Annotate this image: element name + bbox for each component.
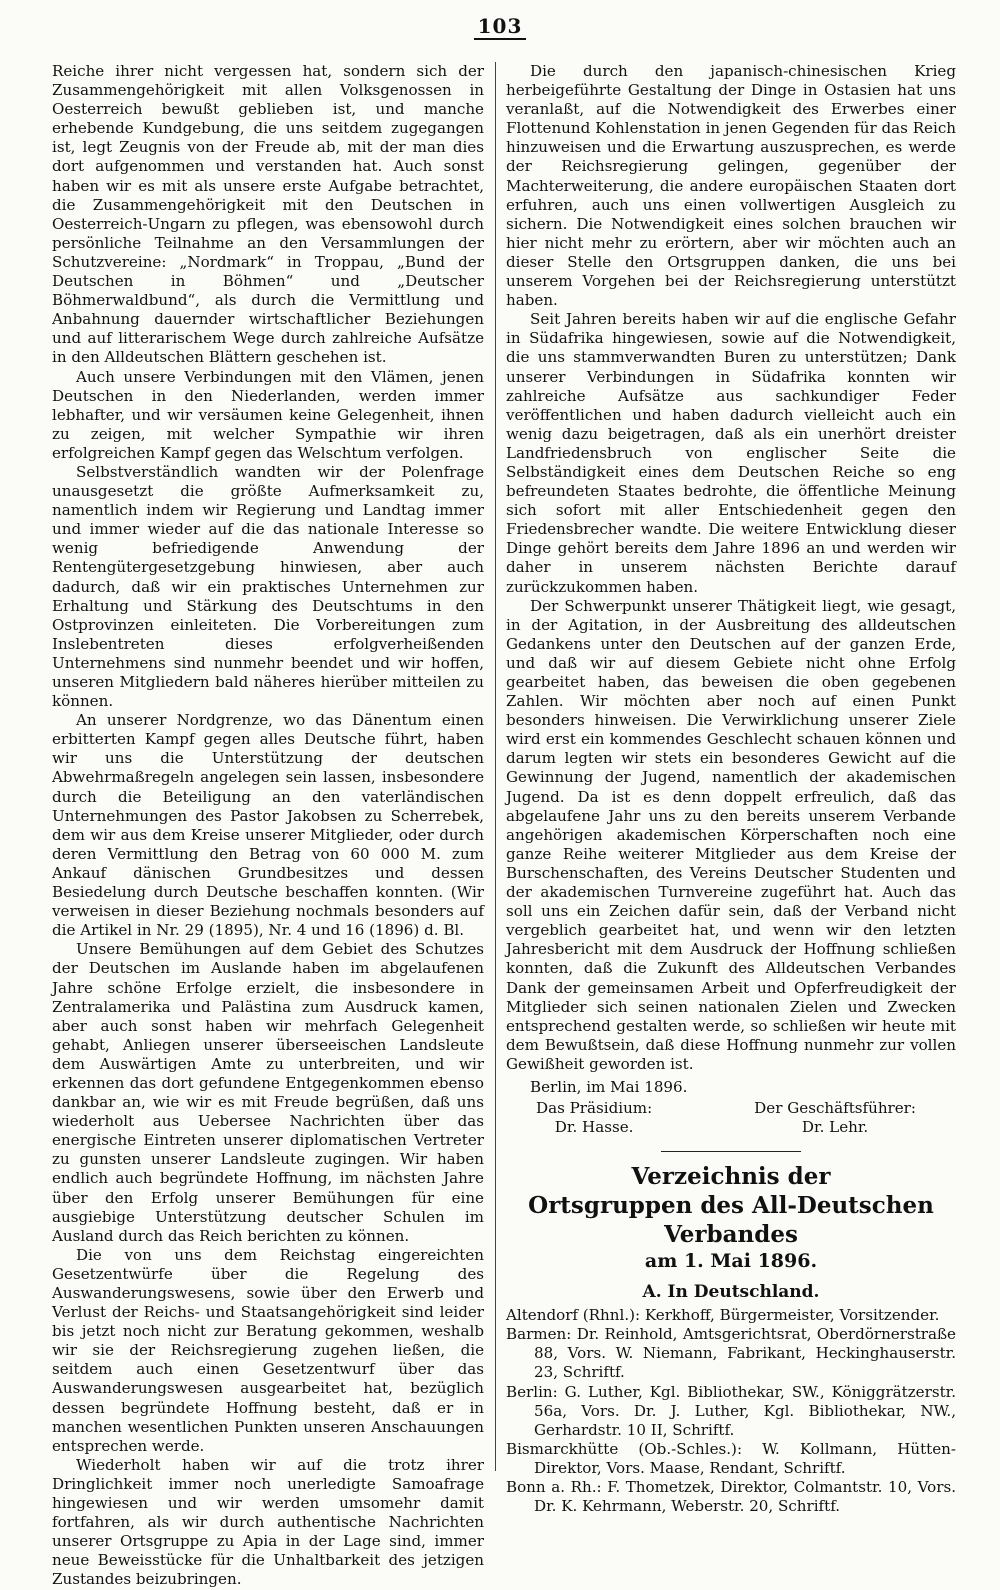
paragraph: Selbstverständlich wandten wir der Polenfrage unausgesetzt die größte Aufmerksamkeit zu, namentlich indem wir Regierung und Landtag immer und immer wieder auf die das nationale Interesse so wenig befriedigende Anwendung der Rentengütergesetzgebung hinwiesen, aber auch dadurch, daß wir ein praktisches Unternehmen zur Erhaltung und Stärkung des Deutschtums in den Ostprovinzen einleiteten. Die Vorbereitungen zum Inslebentreten dieses erfolgverheißenden Unternehmens sind nunmehr beendet und wir hoffen, unseren Mitgliedern bald näheres hierüber mitteilen zu können. [52, 462, 484, 711]
signatures [506, 1099, 956, 1137]
paragraph: Wiederholt haben wir auf die trotz ihrer Dringlichkeit immer noch unerledigte Samoafrage hingewiesen und wir werden umsomehr damit fortfahren, als wir durch authentische Nachrichten unserer Ortsgruppe zu Apia in der Lage sind, immer neue Beweisstücke für die Unhaltbarkeit des jetzigen Zustandes beizubringen. [52, 1455, 484, 1589]
signature-name: Dr. Lehr. [801, 1118, 869, 1137]
section-divider [661, 1151, 801, 1152]
paragraph: An unserer Nordgrenze, wo das Dänentum einen erbitterten Kampf gegen alles Deutsche führt, haben wir uns die Unterstützung der deutschen Abwehrmaßregeln angelegen sein lassen, insbesondere durch die Beteiligung an den vaterländischen Unternehmungen des Pastor Jakobsen zu Scherrebek, dem wir aus dem Kreise unserer Mitglieder, oder durch deren Vermittlung den Betrag von 60 000 M. zum Ankauf dänischen Grundbesitzes und dessen Besiedelung durch Deutsche beschaffen konnten. (Wir verweisen in dieser Beziehung nochmals besonders auf die Artikel in Nr. 29 (1895), Nr. 4 und 16 (1896) d. Bl. [52, 711, 484, 940]
right-column [506, 62, 956, 1516]
signature-label: Der Geschäftsführer: [754, 1099, 916, 1118]
paragraph: Seit Jahren bereits haben wir auf die englische Gefahr in Südafrika hingewiesen, sowie auf die Notwendigkeit, die uns stammverwandten Buren zu unterstützen; Dank unserer Verbindungen in Südafrika konnten wir zahlreiche Aufsätze aus sachkundiger Feder veröffentlichen und haben dadurch vielleicht auch ein wenig dazu beigetragen, daß als ein unerhört dreister Landfriedensbruch von englischer Seite die Selbständigkeit eines dem Deutschen Reiche so eng befreundeten Staates bedrohte, die öffentliche Meinung sich sofort mit aller Entschiedenheit gegen den Friedensbrecher wandte. Die weitere Entwicklung dieser Dinge gehört bereits dem Jahre 1896 an und werden wir daher in unserem nächsten Berichte darauf zurückzukommen haben. [506, 310, 956, 596]
list-item: Altendorf (Rhnl.): Kerkhoff, Bürgermeister, Vorsitzender. [506, 1306, 940, 1325]
page-number: 103 [0, 14, 1000, 38]
list-item: Bonn a. Rh.: F. Thometzek, Direktor, Colmantstr. 10, Vors. Dr. K. Kehrmann, Weberstr. 20, Schriftf. [506, 1478, 956, 1516]
paragraph: Reiche ihrer nicht vergessen hat, sondern sich der Zusammengehörigkeit mit allen Volksgenossen in Oesterreich bewußt geblieben ist, und manche erhebende Kundgebung, die uns seitdem zugegangen ist, legt Zeugnis von der Freude ab, mit der man dies dort aufgenommen und verstanden hat. Auch sonst haben wir es mit als unsere erste Aufgabe betrachtet, die Zusammengehörigkeit mit den Deutschen in Oesterreich-Ungarn zu pflegen, was ebensowohl durch persönliche Teilnahme an den Versammlungen der Schutzvereine: „Nordmark“ in Troppau, „Bund der Deutschen in Böhmen“ und „Deutscher Böhmerwaldbund“, als durch die Vermittlung und Anbahnung dauernder wirtschaftlicher Beziehungen und auf litterarischem Wege durch zahlreiche Aufsätze in den Alldeutschen Blättern geschehen ist. [52, 62, 484, 367]
signature-manager [754, 1099, 916, 1137]
list-subtitle: am 1. Mai 1896. [644, 1250, 818, 1273]
column-divider [495, 62, 496, 1471]
list-item: Barmen: Dr. Reinhold, Amtsgerichtsrat, Oberdörnerstraße 88, Vors. W. Niemann, Fabrikant, Heckinghauserstr. 23, Schriftf. [506, 1325, 956, 1382]
list-title: Verzeichnis der Ortsgruppen des All-Deutschen Verbandes [528, 1163, 934, 1249]
list-item: Bismarckhütte (Ob.-Schles.): W. Kollmann, Hütten-Direktor, Vors. Maase, Rendant, Schriftf. [506, 1439, 956, 1477]
paragraph: Die durch den japanisch-chinesischen Krieg herbeigeführte Gestaltung der Dinge in Ostasien hat uns veranlaßt, auf die Notwendigkeit des Erwerbes einer Flottenund Kohlenstation in jenen Gegenden für das Reich hinzuweisen und die Erwartung auszusprechen, es werde der Reichsregierung gelingen, gegenüber der Machterweiterung, die andere europäischen Staaten dort erfuhren, auch uns einen vollwertigen Ausgleich zu sichern. Die Notwendigkeit eines solchen brauchen wir hier nicht mehr zu erörtern, aber wir möchten auch an dieser Stelle den Ortsgruppen danken, die uns bei unserem Vorgehen bei der Reichsregierung unterstützt haben. [506, 62, 956, 310]
paragraph: Der Schwerpunkt unserer Thätigkeit liegt, wie gesagt, in der Agitation, in der Ausbreitung des alldeutschen Gedankens unter den Deutschen auf der ganzen Erde, und daß wir auf diesem Gebiete nicht ohne Erfolg gearbeitet haben, das beweisen die oben gegebenen Zahlen. Wir möchten aber noch auf einen Punkt besonders hinweisen. Die Verwirklichung unserer Ziele wird erst ein kommendes Geschlecht schauen können und darum legten wir stets ein besonderes Gewicht auf die Gewinnung der Jugend, namentlich der akademischen Jugend. Da ist es denn doppelt erfreulich, daß das abgelaufene Jahr uns zu den bereits unserem Verbande angehörigen akademischen Körperschaften noch eine ganze Reihe weiterer Mitglieder aus dem Kreise der Burschenschaften, des Vereins Deutscher Studenten und der akademischen Turnvereine zugeführt hat. Auch das soll uns ein Zeichen dafür sein, daß der Verband nicht vergeblich gearbeitet hat, und wenn wir den letzten Jahresbericht mit dem Ausdruck der Hoffnung schließen konnten, daß die Zukunft des Alldeutschen Verbandes Dank der gemeinsamen Arbeit und Opferfreudigkeit der Mitglieder sich seinen nationalen Zielen und Zwecken entsprechend gestalten werde, so schließen wir heute mit dem Bewußtsein, daß diese Hoffnung nunmehr zur vollen Gewißheit geworden ist. [506, 596, 956, 1073]
signature-presidium [536, 1099, 652, 1137]
paragraph: Unsere Bemühungen auf dem Gebiet des Schutzes der Deutschen im Auslande haben im abgelaufenen Jahre schöne Erfolge erzielt, die insbesondere in Zentralamerika und Palästina zum Ausdruck kamen, aber auch sonst haben wir mehrfach Gelegenheit gehabt, Anliegen unserer überseeischen Landsleute dem Auswärtigen Amte zu unterbreiten, und wir erkennen das dort gefundene Entgegenkommen ebenso dankbar an, wie wir es mit Freude begrüßen, daß uns wiederholt aus Uebersee Nachrichten über das energische Eintreten unserer diplomatischen Vertreter zu gunsten unserer Landsleute zugingen. Wir haben endlich auch begründete Hoffnung, im nächsten Jahre über den Erfolg unserer Bemühungen für eine ausgiebige Unterstützung deutscher Schulen im Ausland durch das Reich berichten zu können. [52, 940, 484, 1245]
section-heading: A. In Deutschland. [642, 1282, 820, 1303]
list-item: Berlin: G. Luther, Kgl. Bibliothekar, SW., Königgrätzerstr. 56a, Vors. Dr. J. Luther, Kgl. Bibliothekar, NW., Gerhardstr. 10 II, Schriftf. [506, 1382, 956, 1439]
paragraph: Auch unsere Verbindungen mit den Vlämen, jenen Deutschen in den Niederlanden, werden immer lebhafter, und wir versäumen keine Gelegenheit, ihnen zu zeigen, mit welcher Sympathie wir ihren erfolgreichen Kampf gegen das Welschtum verfolgen. [52, 367, 484, 462]
signature-label: Das Präsidium: [536, 1099, 653, 1118]
date-line: Berlin, im Mai 1896. [530, 1077, 688, 1096]
paragraph: Die von uns dem Reichstag eingereichten Gesetzentwürfe über die Regelung des Auswanderungswesens, sowie über den Erwerb und Verlust der Reichs- und Staatsangehörigkeit sind leider bis jetzt noch nicht zur Beratung gekommen, weshalb wir sie der Reichsregierung zugehen ließen, die seitdem auch einen Gesetzentwurf über das Auswanderungswesen ausgearbeitet hat, bezüglich dessen begründete Hoffnung besteht, daß er in manchen wesentlichen Punkten unseren Anschauungen entsprechen werde. [52, 1245, 484, 1455]
signature-name: Dr. Hasse. [554, 1118, 634, 1137]
closing-block [506, 1078, 956, 1137]
left-column [52, 62, 484, 1589]
